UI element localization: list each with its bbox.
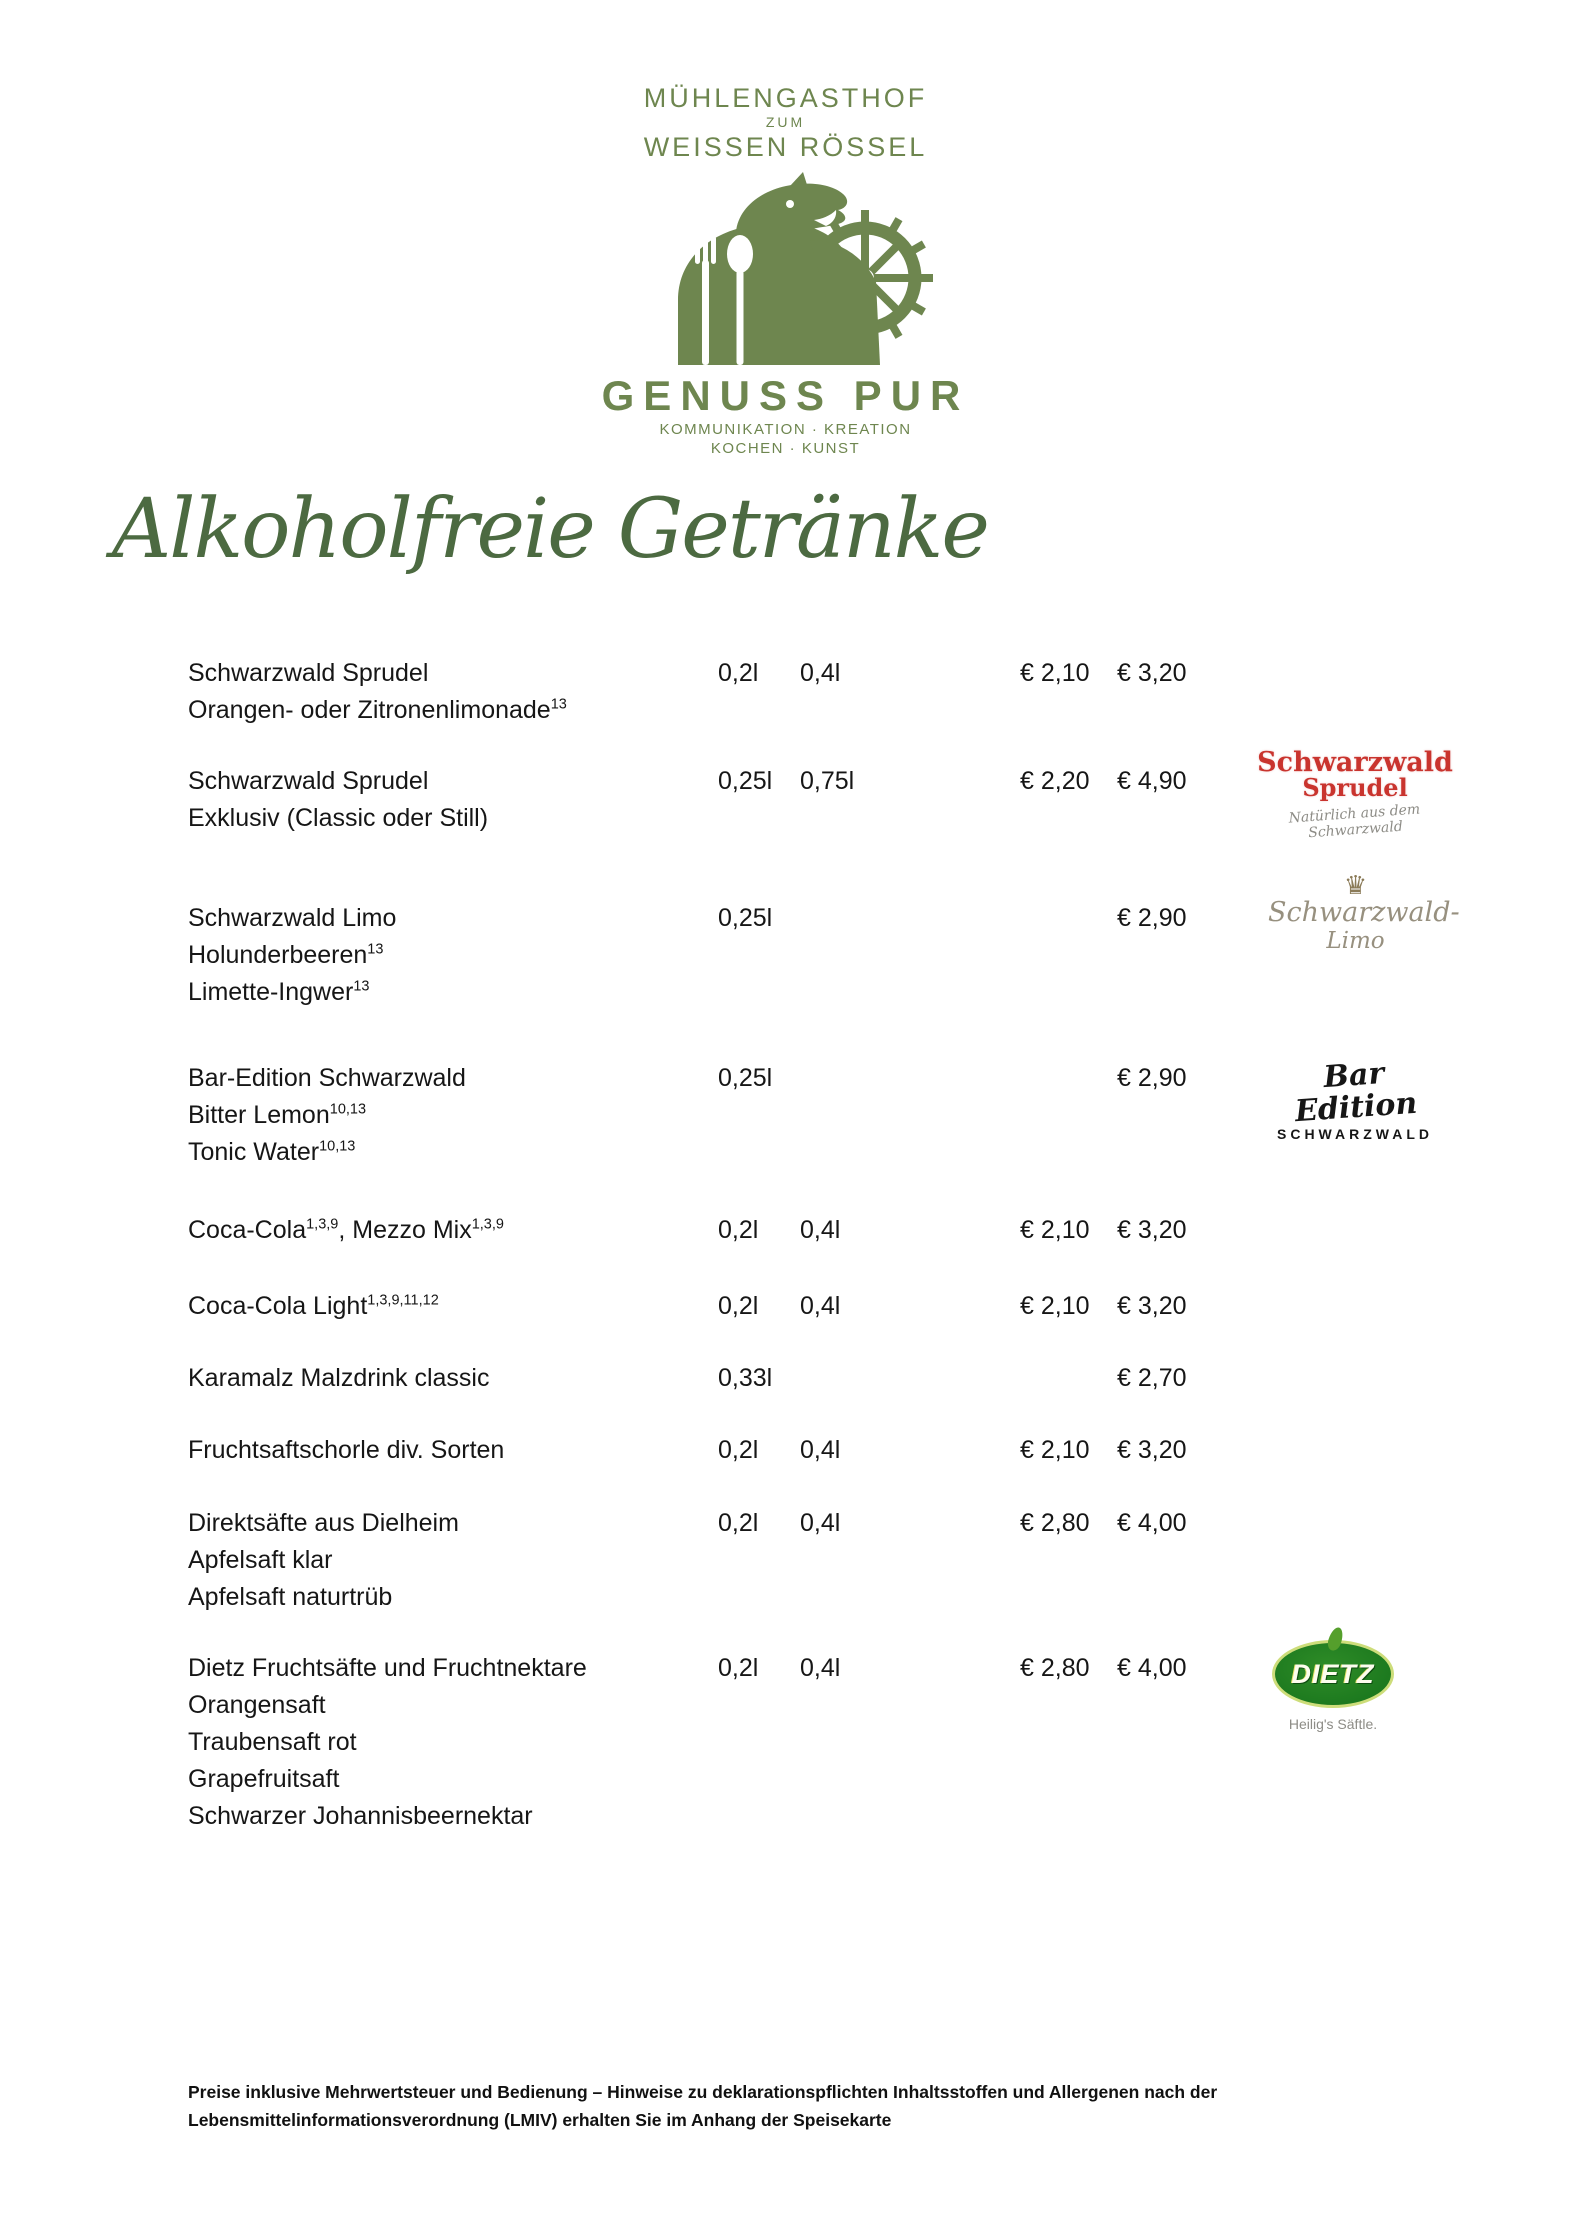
item-name-block	[188, 900, 748, 1011]
horse-mill-logo-icon	[640, 170, 940, 365]
leaf-icon	[1326, 1626, 1346, 1653]
dietz-logo	[1268, 1632, 1398, 1732]
item-size-2: 0,4l	[800, 1216, 841, 1244]
item-name: Direktsäfte aus Dielheim	[188, 1509, 459, 1537]
item-name-block	[188, 763, 748, 837]
crown-icon: ♛	[1343, 870, 1368, 900]
bar-edition-schwarzwald-logo	[1260, 1055, 1450, 1142]
item-price-2: € 4,90	[1117, 767, 1187, 795]
item-name: Schwarzwald Limo	[188, 904, 397, 932]
item-price-2: € 3,20	[1117, 659, 1187, 687]
item-name-block	[188, 1060, 748, 1171]
item-name-block	[188, 1360, 748, 1397]
subtitle-line2: KOCHEN · KUNST	[710, 440, 861, 457]
item-subline: Apfelsaft naturtrüb	[188, 1583, 393, 1611]
item-name: Schwarzwald Sprudel	[188, 767, 429, 795]
item-subline: Schwarzer Johannisbeernektar	[188, 1802, 533, 1830]
item-subline: Grapefruitsaft	[188, 1765, 340, 1793]
bar-edition-logo-line1: Bar Edition	[1293, 1055, 1419, 1130]
dietz-logo-tagline: Heilig's Säftle.	[1288, 1716, 1378, 1732]
item-price-2: € 3,20	[1117, 1436, 1187, 1464]
item-price-2: € 2,70	[1117, 1364, 1187, 1392]
item-size-2: 0,4l	[800, 1654, 841, 1682]
item-size-1: 0,2l	[718, 1216, 759, 1244]
footer-line1: Preise inklusive Mehrwertsteuer und Bedienung – Hinweise zu deklarationspflichten Inhaltsstoffen und Allergenen nach der	[188, 2082, 1218, 2102]
sprudel-logo-line2: Sprudel	[1302, 773, 1408, 802]
footer-line2: Lebensmittelinformationsverordnung (LMIV) erhalten Sie im Anhang der Speisekarte	[188, 2110, 892, 2130]
page-title: Alkoholfreie Getränke	[112, 482, 988, 577]
item-size-2: 0,4l	[800, 1292, 841, 1320]
item-price-2: € 3,20	[1117, 1292, 1187, 1320]
item-size-2: 0,4l	[800, 1509, 841, 1537]
item-size-1: 0,2l	[718, 1654, 759, 1682]
limo-logo-line2: Limo	[1326, 928, 1385, 954]
item-price-2: € 4,00	[1117, 1654, 1187, 1682]
item-price-1: € 2,20	[1020, 767, 1090, 795]
item-name: Karamalz Malzdrink classic	[188, 1364, 490, 1392]
item-subline: Orangen- oder Zitronenlimonade$^{13}$	[188, 696, 567, 724]
item-name-block	[188, 1505, 748, 1616]
item-price-2: € 4,00	[1117, 1509, 1187, 1537]
dietz-logo-oval	[1272, 1640, 1394, 1708]
dietz-logo-name: DIETZ	[1291, 1658, 1375, 1689]
item-subline: Tonic Water$^{10,13}$	[188, 1138, 356, 1166]
item-price-1: € 2,10	[1020, 1292, 1090, 1320]
item-size-2: 0,75l	[800, 767, 855, 795]
sprudel-logo-line1: Schwarzwald	[1257, 747, 1453, 778]
item-price-1: € 2,10	[1020, 659, 1090, 687]
item-size-2: 0,4l	[800, 1436, 841, 1464]
sprudel-logo-tagline: Natürlich aus dem Schwarzwald	[1288, 801, 1421, 842]
item-price-2: € 3,20	[1117, 1216, 1187, 1244]
item-name-block	[188, 1288, 748, 1325]
schwarzwald-sprudel-logo	[1255, 747, 1455, 842]
item-subline: Limette-Ingwer$^{13}$	[188, 978, 370, 1006]
item-price-2: € 2,90	[1117, 1064, 1187, 1092]
item-subline: Apfelsaft klar	[188, 1546, 333, 1574]
item-name: Coca-Cola Light$^{1,3,9,11,12}$	[188, 1292, 439, 1320]
item-subline: Orangensaft	[188, 1691, 326, 1719]
item-size-1: 0,25l	[718, 767, 773, 795]
item-subline: Holunderbeeren$^{13}$	[188, 941, 384, 969]
item-name: Schwarzwald Sprudel	[188, 659, 429, 687]
item-price-1: € 2,80	[1020, 1654, 1090, 1682]
item-name: Fruchtsaftschorle div. Sorten	[188, 1436, 505, 1464]
brand-name-line1: MÜHLENGASTHOF	[643, 83, 928, 113]
item-size-1: 0,2l	[718, 1436, 759, 1464]
brand-name-line3: WEISSEN RÖSSEL	[643, 132, 928, 162]
item-size-1: 0,33l	[718, 1364, 773, 1392]
item-size-1: 0,25l	[718, 1064, 773, 1092]
item-size-1: 0,2l	[718, 1509, 759, 1537]
item-name-block	[188, 1432, 748, 1469]
item-size-1: 0,2l	[718, 1292, 759, 1320]
item-size-1: 0,2l	[718, 659, 759, 687]
item-name-block	[188, 655, 748, 729]
limo-logo-line1: Schwarzwald-	[1268, 897, 1460, 928]
brand-name-line2: ZUM	[765, 114, 806, 130]
item-subline: Bitter Lemon$^{10,13}$	[188, 1101, 367, 1129]
item-name: Coca-Cola$^{1,3,9}$, Mezzo Mix$^{1,3,9}$	[188, 1216, 504, 1244]
item-subline: Exklusiv (Classic oder Still)	[188, 804, 489, 832]
motto-text: GENUSS PUR	[601, 372, 970, 419]
item-name-block	[188, 1650, 748, 1835]
item-name: Dietz Fruchtsäfte und Fruchtnektare	[188, 1654, 587, 1682]
subtitle-line1: KOMMUNIKATION · KREATION	[659, 421, 912, 438]
item-price-1: € 2,10	[1020, 1436, 1090, 1464]
item-name-block	[188, 1212, 748, 1249]
item-size-2: 0,4l	[800, 659, 841, 687]
bar-edition-logo-line2: SCHWARZWALD	[1277, 1126, 1433, 1142]
item-price-1: € 2,10	[1020, 1216, 1090, 1244]
item-subline: Traubensaft rot	[188, 1728, 357, 1756]
item-price-1: € 2,80	[1020, 1509, 1090, 1537]
item-price-2: € 2,90	[1117, 904, 1187, 932]
schwarzwald-limo-logo	[1268, 870, 1460, 954]
item-name: Bar-Edition Schwarzwald	[188, 1064, 466, 1092]
item-size-1: 0,25l	[718, 904, 773, 932]
